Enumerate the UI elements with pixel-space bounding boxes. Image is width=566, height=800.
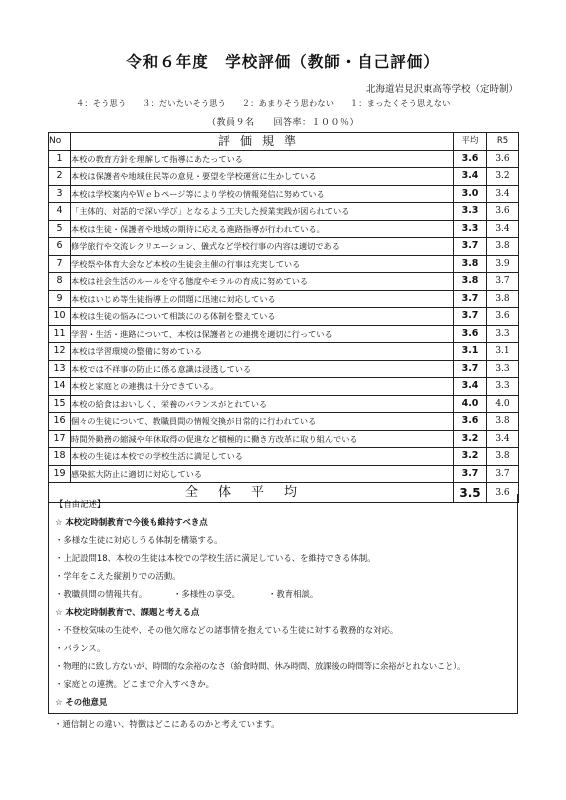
row-average: 3.6 — [454, 413, 487, 431]
comment-line: ・バランス。 — [55, 643, 106, 653]
row-r5: 3.3 — [487, 378, 519, 396]
table-header-row — [49, 133, 519, 151]
row-criterion: 本校は生徒の悩みについて相談にのる体制を整えている — [71, 308, 454, 326]
row-number: 1 — [49, 150, 71, 168]
header-item: 評価規準 — [71, 133, 454, 151]
row-criterion: 学校祭や体育大会など本校の生徒会主催の行事は充実している — [71, 255, 454, 273]
row-criterion: 本校は生徒・保護者や地域の期待に応える進路指導が行われている。 — [71, 220, 454, 238]
comment-line: ・上記設問18、本校の生徒は本校での学校生活に満足している、を維持できる体制。 — [55, 553, 376, 563]
row-criterion: 本校は保護者や地域住民等の意見・要望を学校運営に生かしている — [71, 168, 454, 186]
row-number: 14 — [49, 378, 71, 396]
table-row — [49, 430, 519, 448]
row-criterion: 本校では不祥事の防止に係る意識は浸透している — [71, 360, 454, 378]
table-row — [49, 360, 519, 378]
row-r5: 3.3 — [487, 360, 519, 378]
table-row — [49, 238, 519, 256]
row-r5: 3.6 — [487, 203, 519, 221]
row-r5: 3.1 — [487, 343, 519, 361]
scale-3: ３：だいたいそう思う — [142, 98, 227, 108]
total-average: 3.5 — [454, 483, 487, 503]
row-average: 3.8 — [454, 255, 487, 273]
table-row — [49, 203, 519, 221]
comment-item: ・教育相談。 — [268, 589, 319, 599]
row-criterion: 本校は社会生活のルールを守る態度やモラルの育成に努めている — [71, 273, 454, 291]
row-average: 3.7 — [454, 238, 487, 256]
row-average: 3.7 — [454, 308, 487, 326]
comment-item: ・教職員間の情報共有。 — [55, 589, 148, 599]
row-average: 3.7 — [454, 290, 487, 308]
table-row — [49, 413, 519, 431]
table-row — [49, 290, 519, 308]
row-criterion: 時間外勤務の縮減や年休取得の促進など積極的に働き方改革に取り組んでいる — [71, 430, 454, 448]
row-average: 3.3 — [454, 203, 487, 221]
row-r5: 3.8 — [487, 448, 519, 466]
comment-line: ・不登校気味の生徒や、その他欠席などの諸事情を抱えている生徒に対する教務的な対応。 — [55, 625, 399, 635]
row-number: 16 — [49, 413, 71, 431]
row-average: 3.6 — [454, 325, 487, 343]
row-average: 3.7 — [454, 465, 487, 483]
row-number: 7 — [49, 255, 71, 273]
header-no: No — [49, 133, 71, 151]
row-r5: 4.0 — [487, 395, 519, 413]
rating-scale — [76, 98, 464, 109]
row-number: 18 — [49, 448, 71, 466]
row-number: 6 — [49, 238, 71, 256]
row-criterion: 個々の生徒について、教職員間の情報交換が日常的に行われている — [71, 413, 454, 431]
row-average: 3.6 — [454, 150, 487, 168]
row-average: 3.0 — [454, 185, 487, 203]
row-r5: 3.4 — [487, 185, 519, 203]
row-number: 3 — [49, 185, 71, 203]
row-number: 12 — [49, 343, 71, 361]
row-average: 3.7 — [454, 360, 487, 378]
row-criterion: 修学旅行や交流レクリエーション、儀式など学校行事の内容は適切である — [71, 238, 454, 256]
row-number: 5 — [49, 220, 71, 238]
scale-1: １：まったくそう思えない — [349, 98, 451, 108]
row-number: 8 — [49, 273, 71, 291]
row-r5: 3.8 — [487, 290, 519, 308]
table-row — [49, 150, 519, 168]
comment-line: ・物理的に致し方ないが、時間的な余裕のなさ（給食時間、休み時間、放課後の時間等に余裕がとれないこと）。 — [55, 661, 466, 671]
table-row — [49, 273, 519, 291]
row-number: 15 — [49, 395, 71, 413]
row-average: 3.4 — [454, 168, 487, 186]
comment-line: ・通信制との違い、特徴はどこにあるのかと考えています。 — [54, 719, 280, 729]
comment-line: ・家庭との連携。どこまで介入すべきか。 — [55, 679, 214, 689]
row-average: 3.8 — [454, 273, 487, 291]
row-number: 10 — [49, 308, 71, 326]
row-criterion: 「主体的、対話的で深い学び」となるよう工夫した授業実践が図られている — [71, 203, 454, 221]
row-r5: 3.2 — [487, 168, 519, 186]
row-average: 3.1 — [454, 343, 487, 361]
row-criterion: 本校と家庭との連携は十分できている。 — [71, 378, 454, 396]
row-r5: 3.3 — [487, 325, 519, 343]
row-number: 2 — [49, 168, 71, 186]
table-row — [49, 220, 519, 238]
table-row — [49, 343, 519, 361]
row-r5: 3.4 — [487, 430, 519, 448]
table-row — [49, 255, 519, 273]
table-row — [49, 308, 519, 326]
scale-2: ２：あまりそう思わない — [241, 98, 335, 108]
table-row — [49, 185, 519, 203]
row-criterion: 感染拡大防止に適切に対応している — [71, 465, 454, 483]
row-criterion: 本校の教育方針を理解して指導にあたっている — [71, 150, 454, 168]
comment-line: ・多様な生徒に対応しうる体制を構築する。 — [55, 535, 223, 545]
row-criterion: 本校の給食はおいしく、栄養のバランスがとれている — [71, 395, 454, 413]
table-row — [49, 325, 519, 343]
respondent-info: （教員９名 回答率：１００％） — [206, 118, 359, 128]
header-average: 平均 — [454, 133, 487, 151]
row-number: 17 — [49, 430, 71, 448]
row-number: 11 — [49, 325, 71, 343]
row-r5: 3.8 — [487, 413, 519, 431]
row-criterion: 本校はいじめ等生徒指導上の問題に迅速に対応している — [71, 290, 454, 308]
section-heading-maintain: ☆ 本校定時制教育で今後も維持すべき点 — [55, 517, 208, 527]
table-row — [49, 465, 519, 483]
table-body — [49, 150, 519, 483]
comment-inline-row — [55, 588, 318, 600]
row-criterion: 本校は学習環境の整備に努めている — [71, 343, 454, 361]
row-average: 3.2 — [454, 448, 487, 466]
row-r5: 3.6 — [487, 308, 519, 326]
row-criterion: 学習・生活・進路について、本校は保護者との連携を適切に行っている — [71, 325, 454, 343]
row-criterion: 本校は学校案内やＷｅｂページ等により学校の情報発信に努めている — [71, 185, 454, 203]
comment-line: ・学年をこえた縦割りでの活動。 — [55, 571, 181, 581]
row-r5: 3.4 — [487, 220, 519, 238]
table-row — [49, 448, 519, 466]
row-r5: 3.7 — [487, 273, 519, 291]
row-average: 4.0 — [454, 395, 487, 413]
table-row — [49, 378, 519, 396]
comment-item: ・多様性の享受。 — [173, 589, 240, 599]
section-heading-issues: ☆ 本校定時制教育で、課題と考える点 — [55, 607, 200, 617]
section-heading-other: ☆ その他意見 — [55, 697, 108, 707]
page-title: 令和６年度 学校評価（教師・自己評価） — [126, 53, 440, 71]
row-number: 13 — [49, 360, 71, 378]
row-r5: 3.9 — [487, 255, 519, 273]
row-criterion: 本校の生徒は本校での学校生活に満足している — [71, 448, 454, 466]
row-r5: 3.8 — [487, 238, 519, 256]
total-r5: 3.6 — [487, 483, 519, 503]
free-comments — [48, 494, 518, 714]
school-name: 北海道岩見沢東高等学校（定時制） — [365, 84, 518, 95]
row-number: 9 — [49, 290, 71, 308]
row-average: 3.3 — [454, 220, 487, 238]
row-r5: 3.7 — [487, 465, 519, 483]
row-average: 3.4 — [454, 378, 487, 396]
table-row — [49, 395, 519, 413]
row-average: 3.2 — [454, 430, 487, 448]
free-label: 【自由記述】 — [55, 499, 106, 509]
scale-4: ４：そう思う — [76, 98, 127, 108]
evaluation-table — [48, 132, 519, 503]
total-label: 全体平均 — [49, 483, 454, 503]
header-r5: R5 — [487, 133, 519, 151]
row-number: 19 — [49, 465, 71, 483]
table-row — [49, 168, 519, 186]
row-number: 4 — [49, 203, 71, 221]
row-r5: 3.6 — [487, 150, 519, 168]
